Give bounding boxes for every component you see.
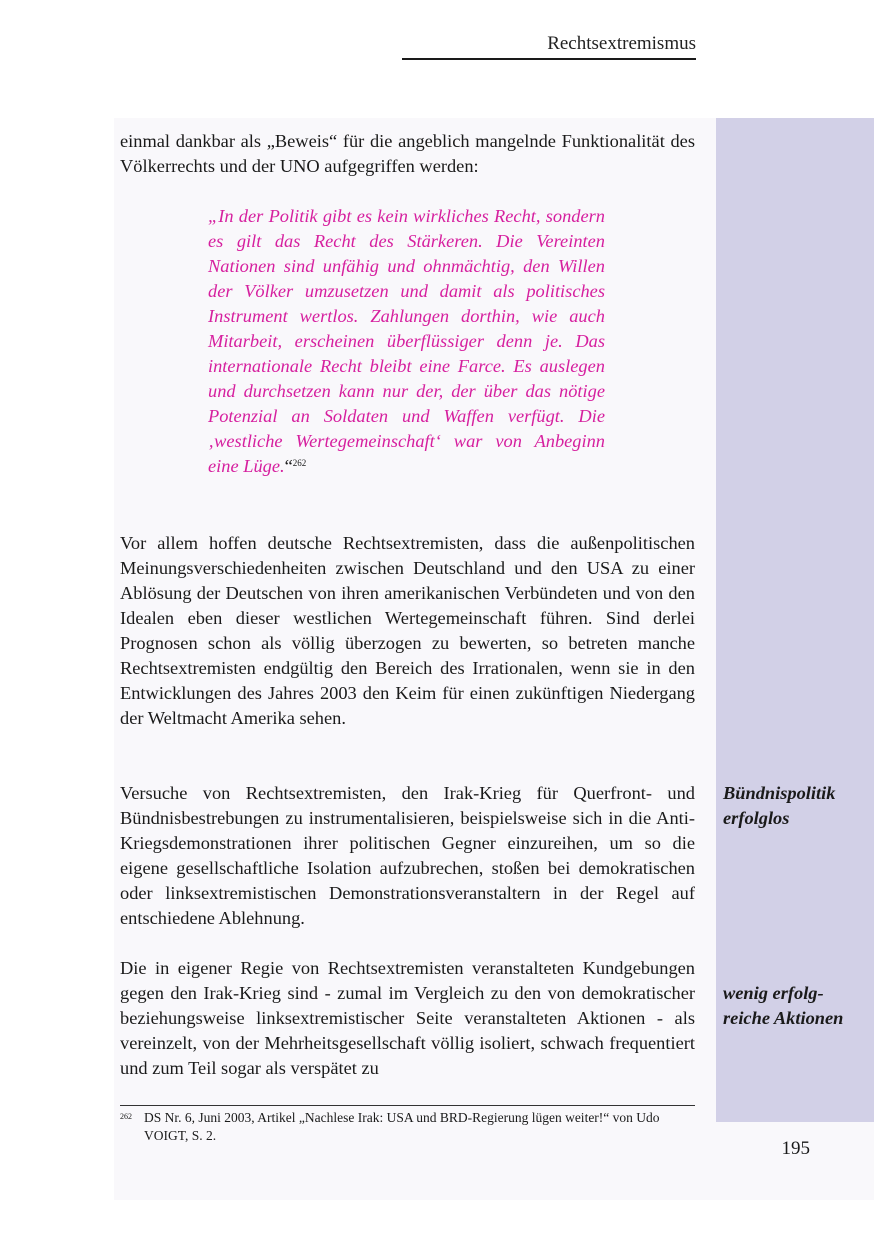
quote-closing-mark: “ (284, 456, 293, 476)
marginal-note-actions: wenig erfolgreiche Aktionen (723, 983, 844, 1028)
marginal-note-alliances: Bündnispolitik erfolglos (723, 783, 836, 828)
quote-text: „In der Politik gibt es kein wirkliches Recht, sondern es gilt das Recht des Stärkeren. Die Vereinten Nationen sind unfähig und ohnmächtig, den Willen der Völker umzusetzen und damit als politisches Instrument wertlos. Zahlungen dorthin, wie auch Mitarbeit, erscheinen überflüssiger denn je. Das internationale Recht bleibt eine Farce. Es auslegen und durchsetzen kann nur der, der über das nötige Potenzial an Soldaten und Waffen verfügt. Die ‚westliche Wertegemeinschaft‘ war von Anbeginn eine Lüge. (208, 206, 605, 476)
footnote-number: 262 (120, 1112, 132, 1121)
page-number: 195 (781, 1138, 810, 1159)
paragraph-intro: einmal dankbar als „Beweis“ für die angeblich mangelnde Funktionalität des Völkerrechts und der UNO aufgegriffen werden: (120, 131, 695, 176)
footnote-text: DS Nr. 6, Juni 2003, Artikel „Nachlese Irak: USA und BRD-Regierung lügen weiter!“ von Udo VOIGT, S. 2. (144, 1110, 660, 1143)
footnote (120, 1109, 695, 1145)
running-header: Rechtsextremismus (402, 30, 696, 60)
block-quote (208, 204, 605, 479)
paragraph-hopes: Vor allem hoffen deutsche Rechtsextremisten, dass die außenpolitischen Meinungsverschiedenheiten zwischen Deutschland und den USA zu einer Ablösung der Deutschen von ihren amerikanischen Verbündeten und von den Idealen eben dieser westlichen Wertegemeinschaft führen. Sind derlei Prognosen schon als völlig überzogen zu bewerten, so betreten manche Rechtsextremisten endgültig den Bereich des Irrationalen, wenn sie in den Entwicklungen des Jahres 2003 den Keim für einen zukünftigen Niedergang der Weltmacht Amerika sehen. (120, 533, 695, 728)
paragraph-rallies: Die in eigener Regie von Rechtsextremisten veranstalteten Kundgebungen gegen den Irak-Krieg sind - zumal im Vergleich zu den von demokratischer beziehungsweise linksextremistischer Seite veranstalteten Aktionen - als vereinzelt, von der Mehrheitsgesellschaft völlig isoliert, schwach frequentiert und zum Teil sogar als verspätet zu (120, 958, 695, 1078)
footnote-reference[interactable]: 262 (292, 458, 307, 468)
paragraph-alliances: Versuche von Rechtsextremisten, den Irak-Krieg für Querfront- und Bündnisbestrebungen zu instrumentalisieren, beispielsweise sich in die Anti-Kriegsdemonstrationen ihrer politischen Gegner einzureihen, um so die eigene gesellschaftliche Isolation aufzubrechen, stoßen bei demokratischen oder linksextremistischen Demonstrationsveranstaltern in der Regel auf entschiedene Ablehnung. (120, 783, 695, 928)
footnote-divider (120, 1105, 695, 1106)
margin-column (716, 118, 874, 1122)
